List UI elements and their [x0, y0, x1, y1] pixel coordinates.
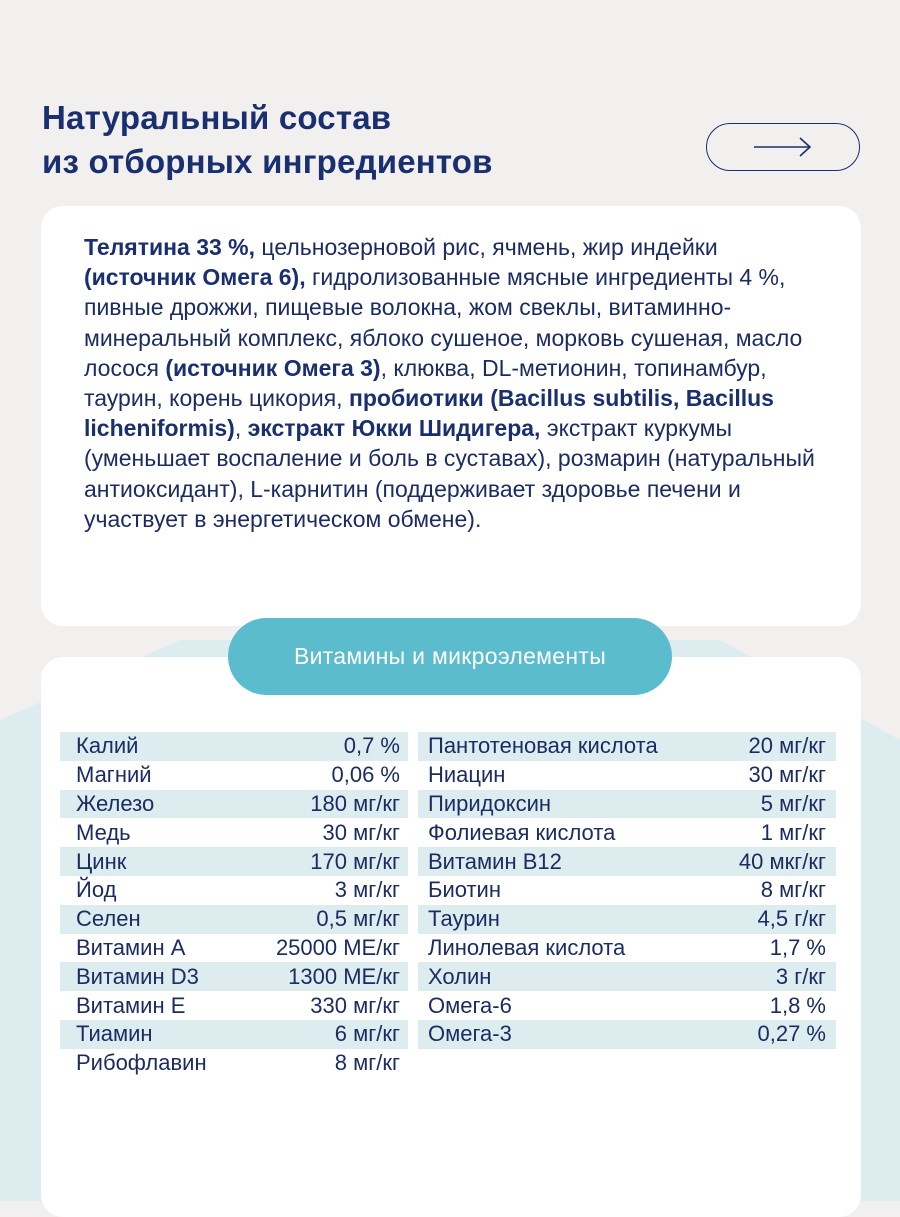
nutrient-row: [60, 876, 408, 905]
nutrient-row: [418, 905, 836, 934]
nutrient-row: [418, 732, 836, 761]
nutrient-value: 1,7 %: [769, 934, 826, 960]
nutrient-name: Омега-6: [428, 992, 512, 1018]
nutrient-value: 1,8 %: [769, 992, 826, 1018]
nutrient-row: [60, 934, 408, 963]
nutrient-name: Пиридоксин: [428, 790, 552, 816]
nutrient-value: 8 мг/кг: [760, 877, 826, 903]
nutrient-name: Магний: [76, 762, 152, 788]
nutrient-name: Витамин В12: [428, 848, 562, 874]
nutrient-value: 0,5 мг/кг: [316, 906, 400, 932]
nutrient-value: 30 мг/кг: [748, 762, 826, 788]
nutrient-row: [60, 732, 408, 761]
nutrients-table-left: [60, 732, 408, 1078]
nutrient-row: [60, 905, 408, 934]
ingredient-highlight: (источник Омега 6),: [84, 264, 306, 291]
nutrient-value: 25000 МЕ/кг: [275, 934, 400, 960]
nutrient-name: Рибофлавин: [76, 1050, 207, 1076]
nutrient-row: [418, 934, 836, 963]
nutrient-row: [418, 818, 836, 847]
section-label-pill: Витамины и микроэлементы: [228, 618, 672, 695]
nutrient-row: [418, 1020, 836, 1049]
nutrient-value: 3 мг/кг: [334, 877, 400, 903]
nutrient-row: [418, 991, 836, 1020]
ingredient-highlight: экстракт Юкки Шидигера,: [247, 415, 541, 442]
title-line-1: Натуральный состав: [42, 99, 392, 136]
ingredient-highlight: Телятина 33 %,: [84, 234, 256, 260]
nutrient-row: [60, 1049, 408, 1078]
nutrient-value: 5 мг/кг: [760, 790, 826, 816]
nutrient-value: 1300 МЕ/кг: [288, 963, 400, 989]
nutrient-name: Железо: [76, 790, 155, 816]
nutrient-row: [418, 962, 836, 991]
nutrient-value: 30 мг/кг: [322, 819, 400, 845]
nutrient-name: Йод: [76, 877, 117, 903]
nutrient-name: Ниацин: [428, 762, 506, 788]
nutrient-value: 0,27 %: [757, 1021, 826, 1047]
nutrient-row: [60, 991, 408, 1020]
nutrient-name: Омега-3: [428, 1021, 512, 1047]
nutrients-table-right: [418, 732, 836, 1049]
nutrient-name: Селен: [76, 906, 141, 932]
nutrient-value: 0,06 %: [331, 762, 400, 788]
nutrient-row: [60, 847, 408, 876]
nutrient-name: Калий: [76, 733, 139, 759]
nutrient-name: Витамин А: [76, 934, 186, 960]
nutrient-value: 0,7 %: [343, 733, 400, 759]
nutrient-row: [60, 761, 408, 790]
nutrient-row: [60, 962, 408, 991]
nutrient-name: Холин: [428, 963, 492, 989]
nutrient-value: 40 мкг/кг: [738, 848, 826, 874]
nutrient-value: 6 мг/кг: [334, 1021, 400, 1047]
nutrient-row: [418, 876, 836, 905]
ingredient-highlight: (источник Омега 3): [165, 354, 381, 381]
nutrient-name: Таурин: [428, 906, 500, 932]
nutrient-value: 1 мг/кг: [760, 819, 826, 845]
nutrient-value: 180 мг/кг: [310, 790, 400, 816]
nutrient-row: [60, 818, 408, 847]
nutrient-name: Витамин D3: [76, 963, 199, 989]
ingredients-text: Телятина 33 %, цельнозерновой рис, ячмень, жир индейки (источник Омега 6), гидролизованные мясные ингредиенты 4 %, пивные дрожжи, пищевые волокна, жом свеклы, витаминно-минеральный комплекс, яблоко сушеное, морковь сушеная, масло лосося (источник Омега 3), клюква, DL-метионин, топинамбур, таурин, корень цикория, пробиотики (Bacillus subtilis, Bacillus licheniformis), экстракт Юкки Шидигера, экстракт куркумы (уменьшает воспаление и боль в суставах), розмарин (натуральный антиоксидант), L-карнитин (поддерживает здоровье печени и участвует в энергетическом обмене).: [84, 234, 815, 532]
nutrient-row: [60, 1020, 408, 1049]
arrow-right-icon: [752, 136, 814, 158]
nutrient-value: 170 мг/кг: [310, 848, 400, 874]
nutrient-value: 3 г/кг: [775, 963, 826, 989]
page-title: [42, 96, 493, 184]
nutrient-name: Тиамин: [76, 1021, 153, 1047]
next-arrow-button[interactable]: [706, 123, 860, 171]
nutrient-name: Линолевая кислота: [428, 934, 626, 960]
title-line-2: из отборных ингредиентов: [42, 143, 493, 180]
nutrient-row: [418, 847, 836, 876]
ingredient-highlight: пробиотики (Bacillus subtilis, Bacillus licheniformis): [84, 385, 774, 442]
nutrient-row: [418, 790, 836, 819]
nutrient-value: 4,5 г/кг: [757, 906, 826, 932]
nutrient-row: [60, 790, 408, 819]
nutrient-value: 20 мг/кг: [748, 733, 826, 759]
nutrient-name: Цинк: [76, 848, 127, 874]
nutrient-name: Фолиевая кислота: [428, 819, 616, 845]
nutrient-name: Биотин: [428, 877, 501, 903]
nutrient-name: Витамин Е: [76, 992, 186, 1018]
nutrient-name: Пантотеновая кислота: [428, 733, 658, 759]
nutrient-value: 8 мг/кг: [334, 1050, 400, 1076]
nutrient-row: [418, 761, 836, 790]
nutrient-value: 330 мг/кг: [310, 992, 400, 1018]
nutrient-name: Медь: [76, 819, 131, 845]
